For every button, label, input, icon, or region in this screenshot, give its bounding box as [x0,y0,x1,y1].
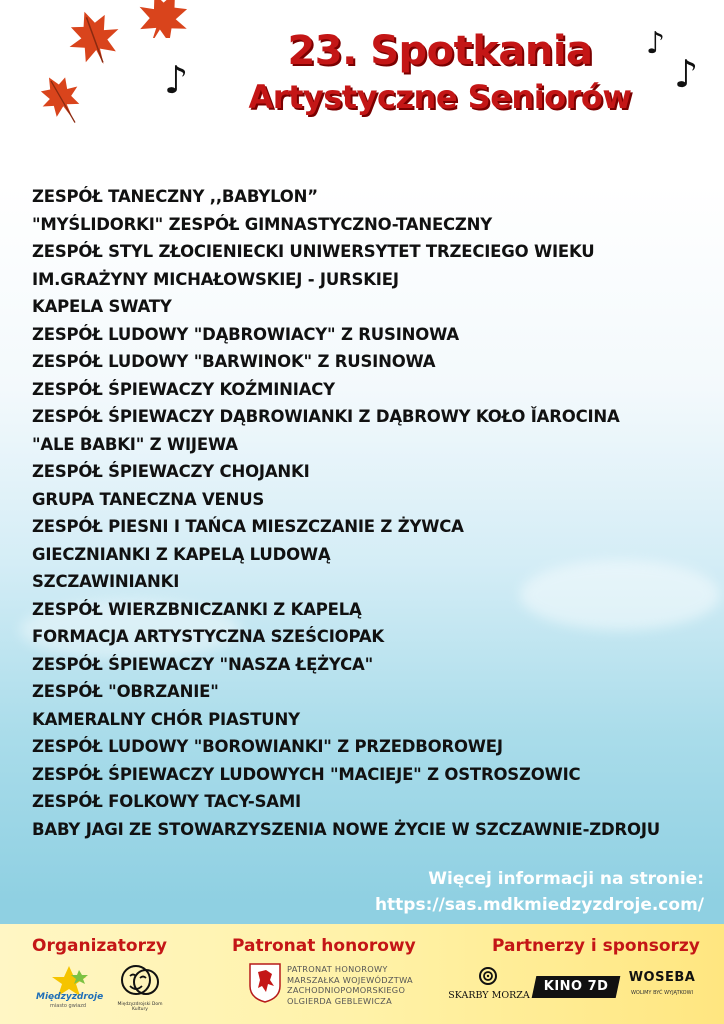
list-item: BABY JAGI ZE STOWARZYSZENIA NOWE ŻYCIE W SZCZAWNIE-ZDROJU [32,819,660,839]
list-item: GRUPA TANECZNA VENUS [32,489,265,509]
list-item: ZESPÓŁ ŚPIEWACZY LUDOWYCH "MACIEJE" Z OSTROSZOWIC [32,764,581,784]
mdk-logo-text: Międzyzdrojski Dom Kultury [117,1002,163,1012]
list-item: ZESPÓŁ FOLKOWY TACY-SAMI [32,792,301,811]
list-item: ZESPÓŁ LUDOWY "BARWINOK" Z RUSINOWA [32,352,436,371]
patronage-line: MARSZAŁKA WOJEWÓDZTWA [287,974,413,985]
patronage-line: OLGIERDA GEBLEWICZA [287,995,392,1006]
list-item: ZESPÓŁ ŚPIEWACZY "NASZA ŁĘŻYCA" [32,654,373,674]
list-item: ZESPÓŁ WIERZBNICZANKI Z KAPELĄ [32,599,362,619]
patronage-line: PATRONAT HONOROWY [287,964,388,974]
list-item: ZESPÓŁ PIESNI I TAŃCA MIESZCZANIE Z ŻYWCA [32,517,464,536]
organizers-heading: Organizatorzy [32,936,167,956]
list-item: ZESPÓŁ LUDOWY "BOROWIANKI" Z PRZEDBOROWEJ [32,737,503,756]
miedzyzdroje-logo-subtext: miasto gwiazd [50,1003,87,1009]
partners-heading: Partnerzy i sponsorzy [492,936,700,956]
theatre-masks-icon [118,962,162,1000]
list-item: IM.GRAŻYNY MICHAŁOWSKIEJ - JURSKIEJ [32,269,399,289]
patronage-line: ZACHODNIOPOMORSKIEGO [287,985,406,995]
list-item: ZESPÓŁ ŚPIEWACZY KOŹMINIACY [32,379,335,399]
shell-icon [478,966,498,986]
list-item: ZESPÓŁ LUDOWY "DĄBROWIACY" Z RUSINOWA [32,324,459,344]
list-item: GIECZNIANKI Z KAPELĄ LUDOWĄ [32,544,331,564]
skarby-morza-logo[interactable] [448,966,530,1016]
kino-7d-text: KINO 7D [543,979,609,994]
woseba-text: WOSEBA [628,970,696,985]
list-item: SZCZAWINIANKI [32,572,180,591]
more-info [375,866,704,918]
info-label: Więcej informacji na stronie: [428,869,704,889]
poster-title [200,28,680,116]
list-item: ZESPÓŁ ŚPIEWACZY CHOJANKI [32,462,310,481]
autumn-leaf-icon [62,6,126,70]
music-note-icon: ♪ [674,52,699,96]
list-item: "MYŚLIDORKI" ZESPÓŁ GIMNASTYCZNO-TANECZNY [32,214,493,234]
title-line-1: 23. Spotkania [287,28,593,74]
miedzyzdroje-logo-text: Międzyzdroje [36,992,104,1002]
list-item: KAPELA SWATY [32,297,172,316]
list-item: ZESPÓŁ ŚPIEWACZY DĄBROWIANKI Z DĄBROWY KOŁO ǏAROCINA [32,407,620,426]
miedzyzdroje-logo[interactable] [36,964,104,1014]
title-line-2: Artystyczne Seniorów [248,78,632,116]
patronage-text [287,964,413,1006]
music-note-icon: ♪ [164,58,189,102]
mdk-logo[interactable] [110,962,170,1018]
list-item: ZESPÓŁ STYL ZŁOCIENIECKI UNIWERSYTET TRZECIEGO WIEKU [32,242,595,261]
autumn-leaf-icon [132,0,196,38]
patronage-heading: Patronat honorowy [232,936,416,956]
list-item: FORMACJA ARTYSTYCZNA SZEŚCIOPAK [32,627,384,646]
participant-list [32,183,712,843]
woseba-slogan: WOLIMY BYĆ WYJĄTKOWI [630,990,694,996]
griffin-crest-icon[interactable] [248,962,282,1004]
website-link[interactable]: https://sas.mdkmiedzyzdroje.com/ [374,895,704,915]
list-item: ZESPÓŁ TANECZNY ,,BABYLON” [32,187,318,206]
list-item: KAMERALNY CHÓR PIASTUNY [32,709,300,729]
list-item: "ALE BABKI" Z WIJEWA [32,434,238,454]
skarby-morza-text: SKARBY MORZA [448,990,530,1001]
list-item: ZESPÓŁ "OBRZANIE" [32,682,219,701]
music-note-icon: ♪ [646,26,666,61]
autumn-leaf-icon [38,70,86,130]
woseba-logo[interactable] [624,970,716,1010]
kino-7d-logo[interactable] [532,976,621,998]
